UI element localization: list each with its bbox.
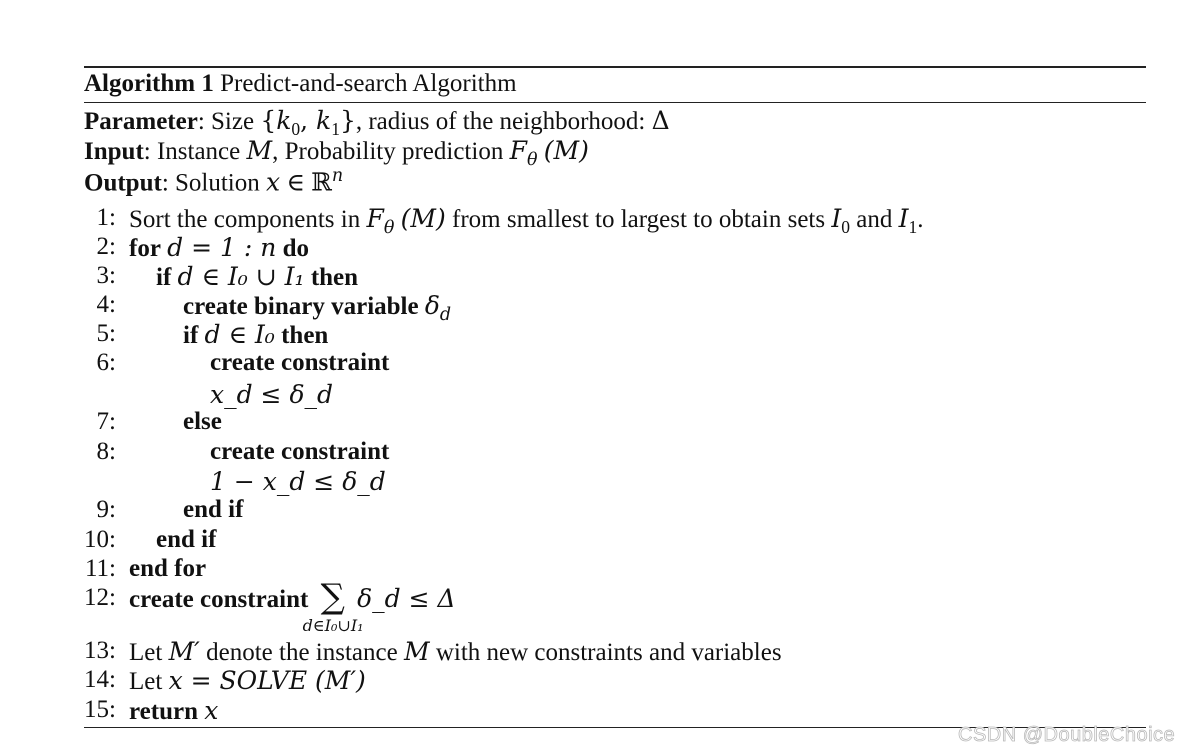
line-number: 4: xyxy=(96,291,116,318)
step-10 xyxy=(84,526,1146,556)
step-13 xyxy=(84,637,1146,667)
step-content xyxy=(156,262,358,292)
instance-M: M xyxy=(403,637,430,666)
n-sup: n xyxy=(331,166,344,186)
title-rule xyxy=(84,102,1146,103)
step-14 xyxy=(84,666,1146,696)
keyword-then: then xyxy=(281,322,329,349)
M-prime: M′ xyxy=(168,637,200,666)
I0: I xyxy=(831,204,842,233)
keyword-end-for: end for xyxy=(129,555,207,582)
line-number: 9: xyxy=(96,496,116,523)
step-7 xyxy=(84,408,1146,438)
step-content xyxy=(129,233,309,263)
line-number: 13: xyxy=(84,637,116,664)
algorithm-title xyxy=(84,70,517,98)
keyword-then: then xyxy=(310,264,359,291)
step-content xyxy=(129,577,456,636)
step-content xyxy=(129,696,218,726)
line-number: 3: xyxy=(96,262,116,289)
F-arg: (M) xyxy=(400,204,446,233)
delta-symbol: Δ xyxy=(651,106,670,135)
step-9 xyxy=(84,496,1146,526)
constraint-expr: 1 − x_d ≤ δ_d xyxy=(210,467,386,496)
line-number: 8: xyxy=(96,438,116,465)
parameter-label: Parameter xyxy=(84,108,198,135)
keyword-if: if xyxy=(183,322,199,349)
keyword-end-if: end if xyxy=(156,526,217,553)
k0-sub: 0 xyxy=(291,119,301,139)
line-number: 12: xyxy=(84,584,116,611)
condition-expr: d ∈ I₀ ∪ I₁ xyxy=(177,262,305,291)
summation xyxy=(302,577,364,636)
watermark: CSDN @DoubleChoice xyxy=(958,724,1176,746)
theta-sub: θ xyxy=(526,150,538,170)
delta-symbol: δ xyxy=(424,291,440,320)
step-text-2: with new constraints and variables xyxy=(435,639,782,666)
keyword-for: for xyxy=(129,235,161,262)
k1: k xyxy=(316,106,332,135)
parameter-line: Parameter: Size {$k_0$, $k_1$}, radius of the neighborhood: Δ xyxy=(84,106,670,139)
keyword-if: if xyxy=(156,264,172,291)
keyword-create-constraint: create constraint xyxy=(210,438,390,465)
reals-symbol: ℝ xyxy=(311,167,332,197)
step-5 xyxy=(84,320,1146,350)
d-sub: d xyxy=(439,305,452,325)
return-value: x xyxy=(204,696,219,725)
theta-sub: θ xyxy=(383,218,395,238)
step-12 xyxy=(84,577,1146,636)
output-pre: : Solution xyxy=(161,169,266,197)
output-line xyxy=(84,168,343,195)
step-1 xyxy=(84,204,1146,238)
sum-symbol: ∑ xyxy=(320,577,345,618)
step-text: Sort the components in xyxy=(129,206,361,233)
constraint-expr: δ_d ≤ Δ xyxy=(357,584,456,613)
output-label: Output xyxy=(84,169,162,197)
F-symbol: F xyxy=(366,204,384,233)
step-8 xyxy=(84,438,1146,468)
instance-M: M xyxy=(246,136,273,165)
input-label: Input xyxy=(84,138,144,165)
solve-expr: x = SOLVE (M′) xyxy=(168,666,366,695)
I0-sub: 0 xyxy=(841,217,850,237)
keyword-do: do xyxy=(282,235,309,262)
line-number: 14: xyxy=(84,666,116,693)
line-number: 11: xyxy=(84,555,116,582)
algorithm-name: Predict-and-search Algorithm xyxy=(220,70,517,97)
constraint-expr: x_d ≤ δ_d xyxy=(210,380,333,409)
in-symbol: ∈ xyxy=(286,167,305,197)
and-word: and xyxy=(856,206,893,233)
algorithm-label: Algorithm 1 xyxy=(84,70,214,97)
keyword-end-if: end if xyxy=(183,496,244,523)
line-number: 2: xyxy=(96,233,116,260)
keyword-return: return xyxy=(129,698,198,725)
step-6-expr xyxy=(84,380,1146,410)
top-rule xyxy=(84,66,1146,68)
line-number: 1: xyxy=(96,204,116,231)
keyword-create-constraint: create constraint xyxy=(210,349,390,376)
I1: I xyxy=(898,204,909,233)
x-symbol: x xyxy=(266,167,281,197)
step-text-2: from smallest to largest to obtain sets xyxy=(452,206,826,233)
parameter-post: , radius of the neighborhood: xyxy=(355,108,652,135)
input-line xyxy=(84,138,589,170)
step-3 xyxy=(84,262,1146,292)
step-8-expr xyxy=(84,467,1146,497)
keyword-create-constraint: create constraint xyxy=(129,586,309,613)
step-text: denote the instance xyxy=(206,639,398,666)
line-number: 7: xyxy=(96,408,116,435)
step-11 xyxy=(84,555,1146,585)
F-arg: (M) xyxy=(543,136,589,165)
step-2 xyxy=(84,233,1146,263)
keyword-else: else xyxy=(183,408,222,435)
line-number: 15: xyxy=(84,696,116,723)
line-number: 10: xyxy=(84,526,116,553)
step-content xyxy=(183,320,328,350)
loop-expr: d = 1 : n xyxy=(167,233,277,262)
let-word: Let xyxy=(129,639,163,666)
step-content xyxy=(129,637,782,667)
input-mid: , Probability prediction xyxy=(272,138,510,165)
keyword-create-binary-variable: create binary variable xyxy=(183,293,419,320)
step-4 xyxy=(84,291,1146,325)
F-symbol: F xyxy=(509,136,527,165)
k1-sub: 1 xyxy=(331,119,340,139)
parameter-pre: : Size xyxy=(197,108,261,135)
period: . xyxy=(917,206,924,233)
step-content xyxy=(210,349,389,377)
I1-sub: 1 xyxy=(908,217,918,237)
let-word: Let xyxy=(129,668,163,695)
k0: k xyxy=(276,106,292,135)
input-pre: : Instance xyxy=(143,138,247,165)
step-content xyxy=(129,666,366,696)
sum-subscript: d∈I₀∪I₁ xyxy=(302,616,364,636)
line-number: 5: xyxy=(96,320,116,347)
line-number: 6: xyxy=(96,349,116,376)
step-15 xyxy=(84,696,1146,726)
condition-expr: d ∈ I₀ xyxy=(204,320,275,349)
step-6 xyxy=(84,349,1146,379)
